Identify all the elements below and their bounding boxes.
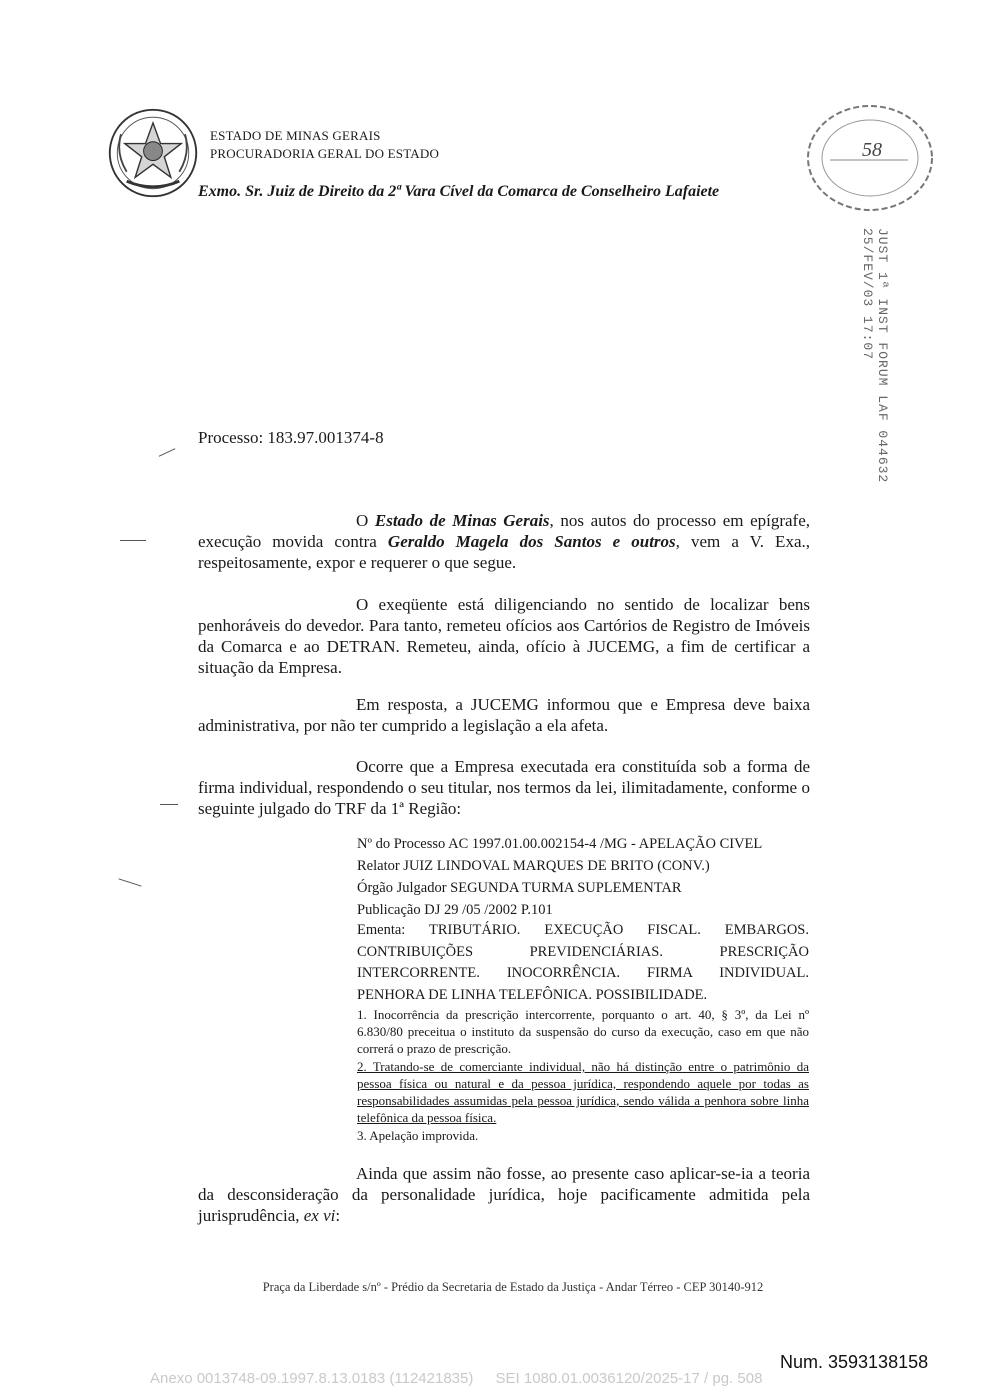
annex-watermark [150, 1370, 762, 1387]
protocol-stamp-strip: JUST 1ª INST FORUM LAF 044632 25/FEV/03 17:07 [860, 228, 890, 484]
party-plaintiff: Estado de Minas Gerais [374, 511, 550, 530]
party-defendant: Geraldo Magela dos Santos e outros [387, 532, 676, 551]
citation-item-2: 2. Tratando-se de comerciante individual, não há distinção entre o patrimônio da pessoa física ou natural e da pessoa jurídica, respondendo aquele por todas as responsabilidades assumidas pela pessoa jurídica, sendo válida a penhora sobre linha telefônica da pessoa física. [357, 1059, 809, 1125]
citation-item-3: 3. Apelação improvida. [357, 1128, 479, 1143]
citation-item-1: 1. Inocorrência da prescrição intercorrente, porquanto o art. 40, § 3º, da Lei nº 6.830/80 preceitua o instituto da suspensão do curso da execução, caso em que não correrá o prazo de prescrição. [357, 1007, 809, 1056]
paragraph-1: O Estado de Minas Gerais, nos autos do processo em epígrafe, execução movida contra Geraldo Magela dos Santos e outros, vem a V. Exa., respeitosamente, expor e requerer o que segue. [198, 511, 810, 572]
margin-mark [118, 878, 141, 886]
annex-reference: Anexo 0013748-09.1997.8.13.0183 (112421835) [150, 1370, 474, 1387]
paragraph-3: Em resposta, a JUCEMG informou que e Empresa deve baixa administrativa, por não ter cumprido a legislação a ela afeta. [198, 695, 810, 735]
citation-publication: Publicação DJ 29 /05 /2002 P.101 [357, 902, 553, 918]
stamp-page-number: 58 [862, 139, 882, 161]
margin-mark [160, 804, 178, 805]
process-number: Processo: 183.97.001374-8 [198, 428, 384, 447]
court-stamp [798, 98, 938, 218]
paragraph-4: Ocorre que a Empresa executada era constituída sob a forma de firma individual, respondendo o seu titular, nos termos da lei, ilimitadamente, conforme o seguinte julgado do TRF da 1ª Região: [198, 757, 810, 818]
margin-mark [120, 540, 146, 541]
sei-reference: SEI 1080.01.0036120/2025-17 / pg. 508 [495, 1370, 763, 1387]
margin-mark [159, 448, 176, 457]
header-state-name: ESTADO DE MINAS GERAIS [210, 128, 381, 143]
citation-ementa: Ementa: TRIBUTÁRIO. EXECUÇÃO FISCAL. EMBARGOS. CONTRIBUIÇÕES PREVIDENCIÁRIAS. PRESCRIÇÃO INTERCORRENTE. INOCORRÊNCIA. FIRMA INDIVIDUAL. PENHORA DE LINHA TELEFÔNICA. POSSIBILIDADE. [357, 922, 809, 1003]
addressee-line: Exmo. Sr. Juiz de Direito da 2ª Vara Cível da Comarca de Conselheiro Lafaiete [198, 183, 720, 200]
page-footer-address: Praça da Liberdade s/nº - Prédio da Secretaria de Estado da Justiça - Andar Térreo - CEP 30140-912 [262, 1280, 764, 1294]
state-coat-of-arms-seal [106, 106, 200, 200]
paragraph-5: Ainda que assim não fosse, ao presente caso aplicar-se-ia a teoria da desconsideração da personalidade jurídica, hoje pacificamente admitida pela jurisprudência, ex vi: [198, 1164, 810, 1225]
citation-organ: Órgão Julgador SEGUNDA TURMA SUPLEMENTAR [357, 880, 682, 896]
header-agency-name: PROCURADORIA GERAL DO ESTADO [210, 146, 440, 161]
document-id-number: Num. 3593138158 [780, 1352, 929, 1372]
citation-reporter: Relator JUIZ LINDOVAL MARQUES DE BRITO (CONV.) [357, 858, 710, 874]
citation-process-number: Nº do Processo AC 1997.01.00.002154-4 /MG - APELAÇÃO CIVEL [357, 836, 763, 852]
paragraph-2: O exeqüente está diligenciando no sentido de localizar bens penhoráveis do devedor. Para tanto, remeteu ofícios aos Cartórios de Registro de Imóveis da Comarca e ao DETRAN. Remeteu, ainda, ofício à JUCEMG, a fim de certificar a situação da Empresa. [198, 595, 810, 677]
latin-expression: ex vi [303, 1206, 336, 1225]
